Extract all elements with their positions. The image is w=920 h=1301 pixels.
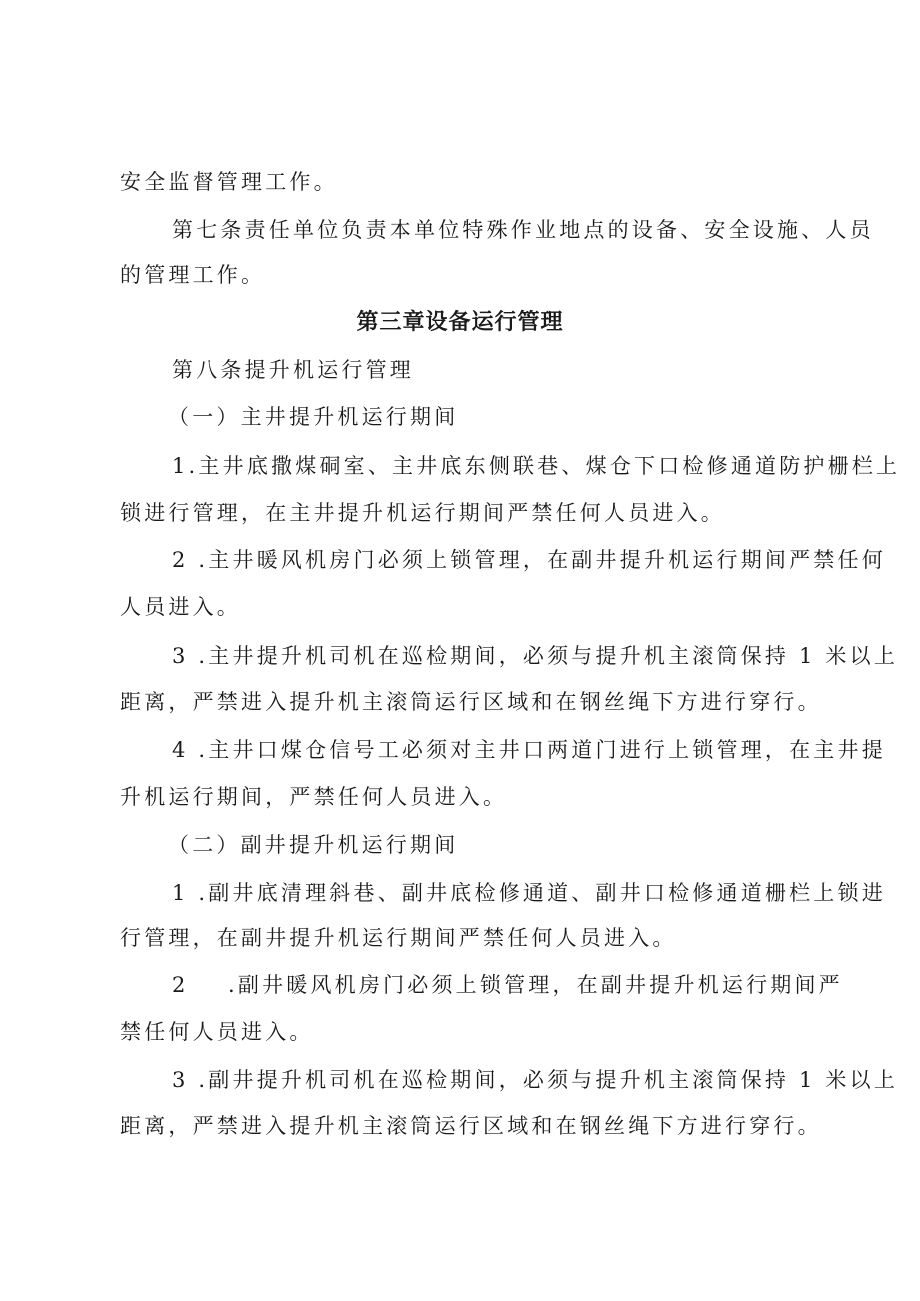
paragraph-line: 2 .主井暖风机房门必须上锁管理，在副井提升机运行期间严禁任何 [172,548,886,572]
paragraph-line: 行管理，在副井提升机运行期间严禁任何人员进入。 [120,926,677,950]
paragraph-line: 3 .主井提升机司机在巡检期间，必须与提升机主滚筒保持 1 米以上 [172,644,899,668]
paragraph-line: 升机运行期间，严禁任何人员进入。 [120,785,508,809]
paragraph-line: .副井暖风机房门必须上锁管理，在副井提升机运行期间严 [228,973,843,997]
paragraph-line: 3 .副井提升机司机在巡检期间，必须与提升机主滚筒保持 1 米以上 [172,1068,899,1092]
paragraph-line: 1.主井底撒煤硐室、主井底东侧联巷、煤仓下口检修通道防护栅栏上 [172,454,901,478]
paragraph-line: 禁任何人员进入。 [120,1020,314,1044]
paragraph-line: 第八条提升机运行管理 [172,358,414,382]
paragraph-line: 的管理工作。 [120,263,266,287]
paragraph-line: （一）主井提升机运行期间 [168,405,459,429]
chapter-heading: 第三章设备运行管理 [356,310,564,335]
paragraph-line: 人员进入。 [120,595,241,619]
paragraph-line: 距离，严禁进入提升机主滚筒运行区域和在钢丝绳下方进行穿行。 [120,690,822,714]
paragraph-line: 安全监督管理工作。 [120,170,338,194]
paragraph-line: （二）副井提升机运行期间 [168,833,459,857]
paragraph-line: 锁进行管理，在主井提升机运行期间严禁任何人员进入。 [120,501,725,525]
paragraph-line: 1 .副井底清理斜巷、副井底检修通道、副井口检修通道栅栏上锁进 [172,881,886,905]
paragraph-line: 第七条责任单位负责本单位特殊作业地点的设备、安全设施、人员 [172,218,874,242]
paragraph-line: 距离，严禁进入提升机主滚筒运行区域和在钢丝绳下方进行穿行。 [120,1114,822,1138]
paragraph-line: 2 [172,973,189,997]
paragraph-line: 4 .主井口煤仓信号工必须对主井口两道门进行上锁管理，在主井提 [172,738,886,762]
